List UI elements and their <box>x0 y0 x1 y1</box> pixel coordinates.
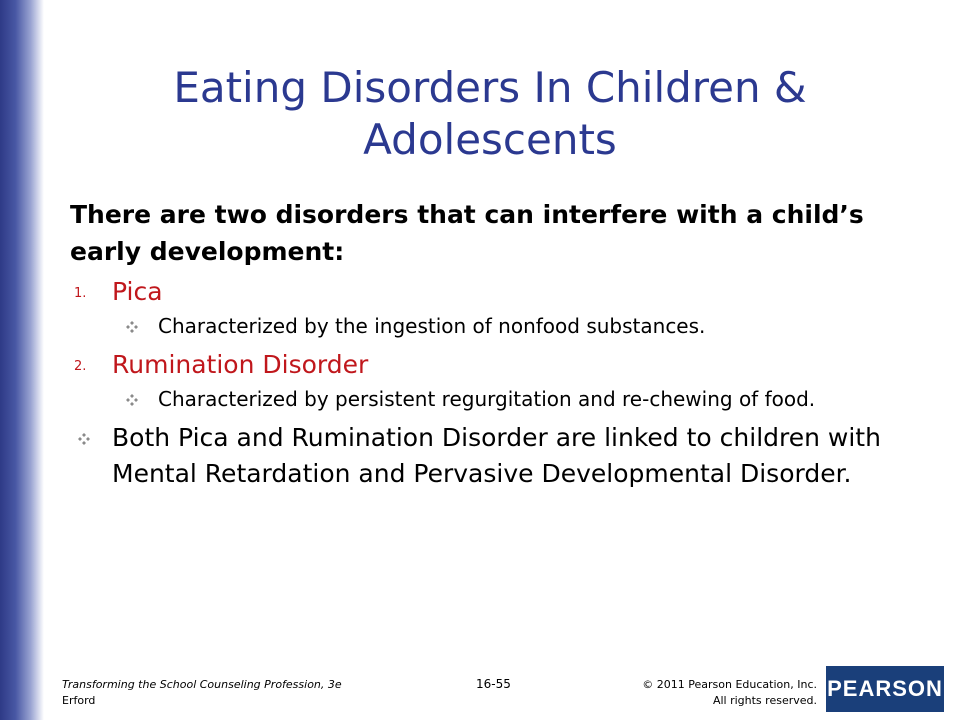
page-number: 16-55 <box>476 677 511 691</box>
summary-bullet <box>70 420 920 492</box>
list-item-rumination <box>70 347 920 383</box>
item-label: Rumination Disorder <box>112 350 369 379</box>
copyright <box>642 677 817 709</box>
copyright-line-1: © 2011 Pearson Education, Inc. <box>642 678 817 691</box>
four-diamond-bullet-icon <box>78 433 90 445</box>
sub-bullet-pica <box>70 310 920 343</box>
footer-book-info <box>62 677 342 709</box>
slide-title <box>60 62 920 166</box>
item-number: 1. <box>74 286 87 301</box>
pearson-logo <box>826 666 944 712</box>
title-line-1: Eating Disorders In Children & <box>173 63 807 112</box>
item-number: 2. <box>74 359 87 374</box>
slide-body <box>70 196 920 492</box>
sub-bullet-text: Characterized by persistent regurgitation and re-chewing of food. <box>158 387 816 411</box>
summary-text: Both Pica and Rumination Disorder are linked to children with Mental Retardation and Pervasive Developmental Disorder. <box>112 423 881 488</box>
list-item-pica <box>70 274 920 310</box>
intro-text: There are two disorders that can interfere with a child’s early development: <box>70 200 864 266</box>
item-label: Pica <box>112 277 163 306</box>
four-diamond-bullet-icon <box>126 321 138 333</box>
left-accent-bar <box>0 0 44 720</box>
logo-text: PEARSON <box>827 676 943 701</box>
four-diamond-bullet-icon <box>126 394 138 406</box>
copyright-line-2: All rights reserved. <box>712 694 817 707</box>
sub-bullet-text: Characterized by the ingestion of nonfood substances. <box>158 314 706 338</box>
sub-bullet-rumination <box>70 383 920 416</box>
title-line-2: Adolescents <box>363 115 617 164</box>
book-author: Erford <box>62 694 96 707</box>
book-title: Transforming the School Counseling Profession, 3e <box>62 678 342 691</box>
